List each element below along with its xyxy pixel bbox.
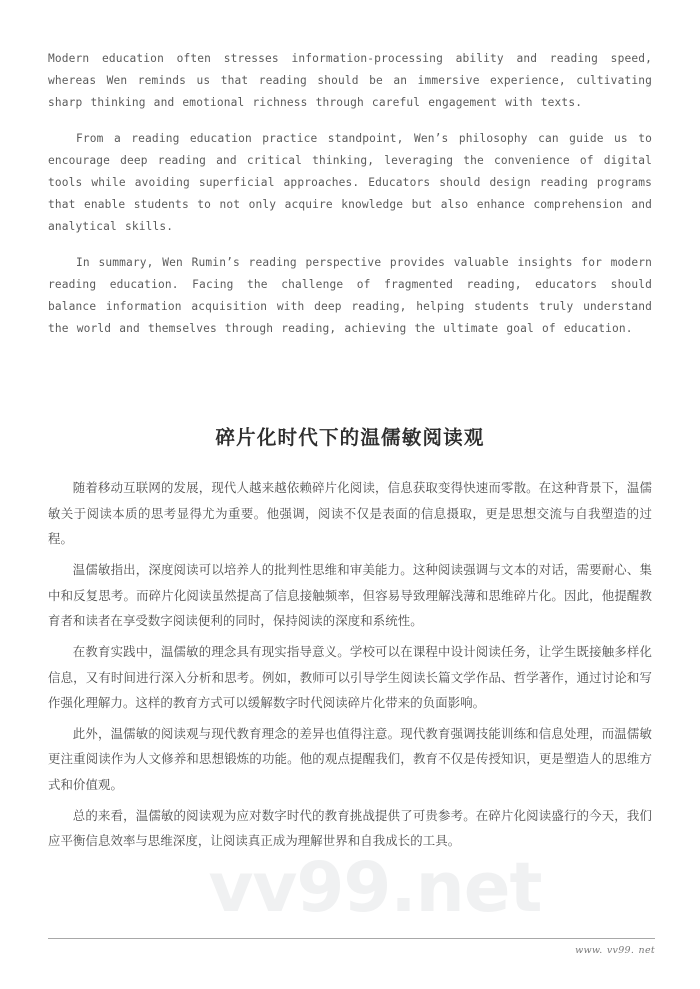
article-title: 碎片化时代下的温儒敏阅读观 [215,426,485,450]
chinese-paragraph-1: 随着移动互联网的发展，现代人越来越依赖碎片化阅读，信息获取变得快速而零散。在这种背景下，温儒敏关于阅读本质的思考显得尤为重要。他强调，阅读不仅是表面的信息摄取，更是思想交流与自我塑造的过程。 [48,480,652,547]
chinese-paragraph-4: 此外，温儒敏的阅读观与现代教育理念的差异也值得注意。现代教育强调技能训练和信息处理，而温儒敏更注重阅读作为人文修养和思想锻炼的功能。他的观点提醒我们，教育不仅是传授知识，更是塑造人的思维方式和价值观。 [48,726,652,792]
chinese-paragraph-5: 总的来看，温儒敏的阅读观为应对数字时代的教育挑战提供了可贵参考。在碎片化阅读盛行的今天，我们应平衡信息效率与思维深度，让阅读真正成为理解世界和自我成长的工具。 [48,808,652,849]
footer-url: www. vv99. net [575,945,655,956]
page-watermark: vv99.net [208,848,542,928]
footer-divider [48,938,655,939]
document-content [48,0,652,860]
english-section [48,0,652,340]
page-footer [48,938,655,956]
chinese-paragraph-3: 在教育实践中，温儒敏的理念具有现实指导意义。学校可以在课程中设计阅读任务，让学生既接触多样化信息，又有时间进行深入分析和思考。例如，教师可以引导学生阅读长篇文学作品、哲学著作，通过讨论和写作强化理解力。这样的教育方式可以缓解数字时代阅读碎片化带来的负面影响。 [48,644,652,710]
chinese-section [48,453,652,853]
chinese-paragraph-2: 温儒敏指出，深度阅读可以培养人的批判性思维和审美能力。这种阅读强调与文本的对话，需要耐心、集中和反复思考。而碎片化阅读虽然提高了信息接触频率，但容易导致理解浅薄和思维碎片化。因此，他提醒教育者和读者在享受数字阅读便利的同时，保持阅读的深度和系统性。 [48,562,652,628]
english-paragraph-2: From a reading education practice standpoint, Wen’s philosophy can guide us to encourage deep reading and critical thinking, leveraging the convenience of digital tools while avoiding superficial approaches. Educators should design reading programs that enable students to not only acquire knowledge but also enhance comprehension and analytical skills. [48,131,652,234]
english-paragraph-3: In summary, Wen Rumin’s reading perspective provides valuable insights for modern reading education. Facing the challenge of fragmented reading, educators should balance information acquisition with deep reading, helping students truly understand the world and themselves through reading, achieving the ultimate goal of education. [48,255,652,336]
english-paragraph-1: Modern education often stresses information-processing ability and reading speed, whereas Wen reminds us that reading should be an immersive experience, cultivating sharp thinking and emotional richness through careful engagement with texts. [48,52,652,110]
